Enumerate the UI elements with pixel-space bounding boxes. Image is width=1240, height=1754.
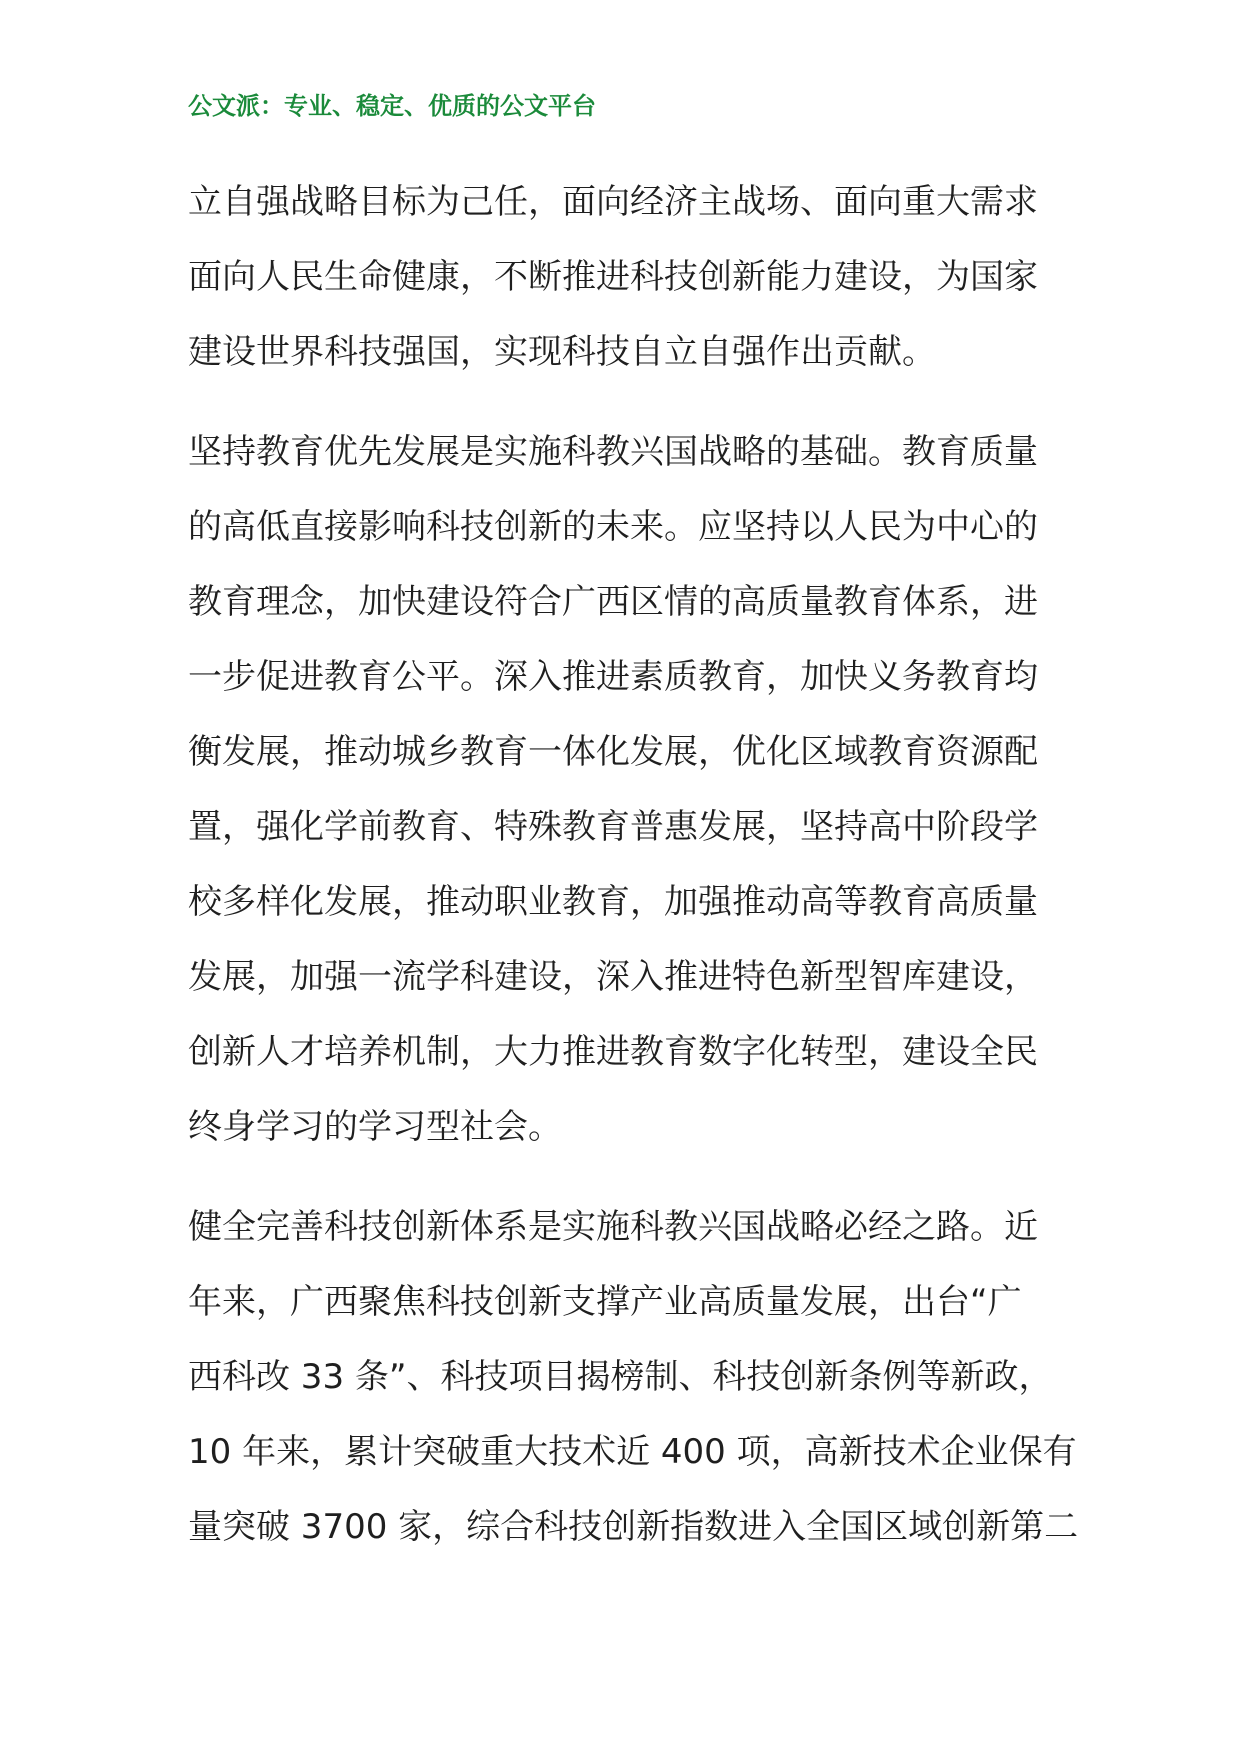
text-line: 健全完善科技创新体系是实施科教兴国战略必经之路。近 — [188, 1207, 1038, 1247]
paragraph — [188, 1190, 1079, 1565]
text-line: 校多样化发展，推动职业教育，加强推动高等教育高质量 — [188, 882, 1038, 922]
text-line: 的高低直接影响科技创新的未来。应坚持以人民为中心的 — [188, 507, 1038, 547]
text-line: 置，强化学前教育、特殊教育普惠发展，坚持高中阶段学 — [188, 807, 1038, 847]
page-header: 公文派：专业、稳定、优质的公文平台 — [188, 92, 596, 120]
text-line: 衡发展，推动城乡教育一体化发展，优化区域教育资源配 — [188, 732, 1038, 772]
paragraph — [188, 415, 1068, 1165]
text-line: 立自强战略目标为己任，面向经济主战场、面向重大需求 — [188, 182, 1038, 222]
text-line: 一步促进教育公平。深入推进素质教育，加快义务教育均 — [188, 657, 1038, 697]
text-line: 年来，广西聚焦科技创新支撑产业高质量发展，出台“广 — [188, 1282, 1022, 1322]
text-line: 建设世界科技强国，实现科技自立自强作出贡献。 — [188, 332, 936, 372]
text-line: 教育理念，加快建设符合广西区情的高质量教育体系，进 — [188, 582, 1038, 622]
paragraph — [188, 165, 1068, 390]
text-line: 10 年来，累计突破重大技术近 400 项，高新技术企业保有 — [188, 1432, 1077, 1472]
text-line: 西科改 33 条”、科技项目揭榜制、科技创新条例等新政， — [188, 1357, 1053, 1397]
text-line: 量突破 3700 家，综合科技创新指数进入全国区域创新第二 — [188, 1507, 1079, 1547]
text-line: 发展，加强一流学科建设，深入推进特色新型智库建设， — [188, 957, 1038, 997]
text-line: 坚持教育优先发展是实施科教兴国战略的基础。教育质量 — [188, 432, 1038, 472]
document-body — [188, 165, 1079, 1590]
text-line: 面向人民生命健康，不断推进科技创新能力建设，为国家 — [188, 257, 1038, 297]
text-line: 创新人才培养机制，大力推进教育数字化转型，建设全民 — [188, 1032, 1038, 1072]
text-line: 终身学习的学习型社会。 — [188, 1107, 562, 1147]
